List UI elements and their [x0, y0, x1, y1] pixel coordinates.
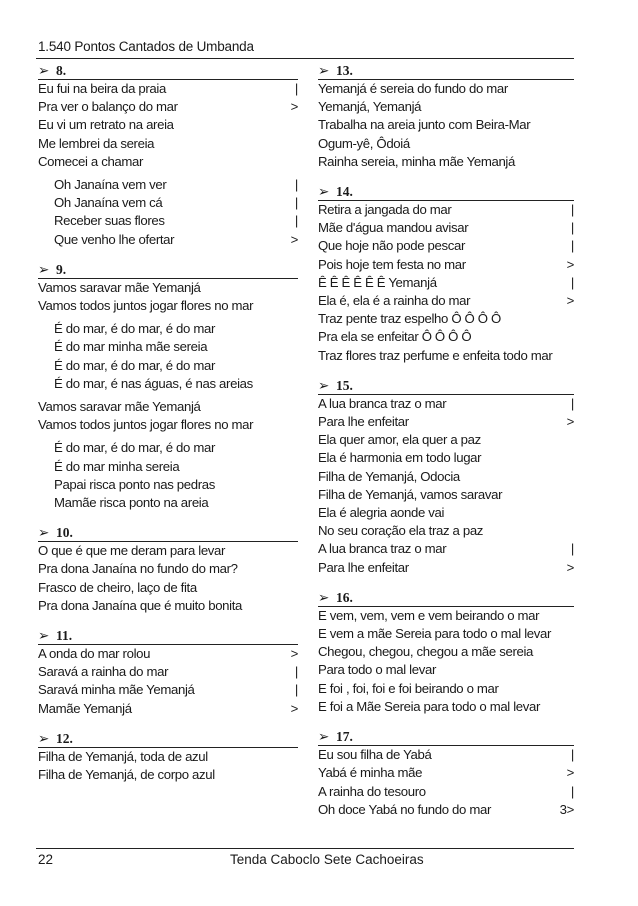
lyric-text: A lua branca traz o mar — [318, 395, 447, 411]
lyric-text: Para todo o mal levar — [318, 662, 436, 678]
song-number: 8. — [56, 63, 67, 78]
song-9 — [38, 261, 298, 512]
song-number: 9. — [56, 261, 67, 277]
song-number-heading — [318, 589, 574, 607]
lyric-line — [38, 231, 298, 249]
song-number-heading — [318, 728, 574, 746]
song-16 — [318, 589, 574, 716]
lyric-text: Pra dona Janaína no fundo do mar? — [38, 561, 238, 577]
repeat-mark: 3> — [559, 801, 574, 817]
lyric-text: Vamos saravar mãe Yemanjá — [38, 399, 201, 415]
lyric-text: Eu fui na beira da praia — [38, 81, 166, 96]
repeat-mark: > — [290, 646, 298, 662]
lyric-text: Para lhe enfeitar — [318, 559, 409, 575]
lyric-text: É do mar, é do mar, é do mar — [54, 357, 215, 373]
lyric-line — [318, 153, 574, 171]
lyric-text: Frasco de cheiro, laço de fita — [38, 579, 197, 595]
lyric-line — [38, 297, 298, 315]
header-divider — [36, 58, 574, 59]
lyric-text: Papai risca ponto nas pedras — [54, 476, 216, 492]
footer-divider — [36, 848, 574, 849]
lyric-text: Oh doce Yabá no fundo do mar — [318, 801, 492, 817]
lyric-line — [38, 135, 298, 153]
song-number: 14. — [336, 184, 353, 200]
lyric-line — [38, 645, 298, 663]
lyric-text: Yemanjá é sereia do fundo do mar — [318, 81, 508, 96]
lyric-line — [38, 212, 298, 230]
lyric-line — [38, 398, 298, 416]
lyric-line — [318, 98, 574, 116]
lyric-line — [38, 542, 298, 560]
lyric-line — [318, 746, 574, 764]
lyric-text: Traz flores traz perfume e enfeita todo mar — [318, 347, 553, 363]
lyric-text: E vem a mãe Sereia para todo o mal levar — [318, 626, 552, 642]
lyric-text: Pra dona Janaína que é muito bonita — [38, 597, 243, 613]
lyric-line — [38, 194, 298, 212]
arrow-right-bullet-icon: ➢ — [318, 377, 330, 393]
lyric-line — [318, 201, 574, 219]
lyric-text: E foi , foi, foi e foi beirando o mar — [318, 680, 499, 696]
lyric-text: No seu coração ela traz a paz — [318, 523, 484, 539]
repeat-mark: > — [290, 99, 298, 115]
lyric-line — [38, 176, 298, 194]
song-number-heading — [38, 627, 298, 645]
song-spacer — [38, 249, 298, 261]
lyric-line — [318, 643, 574, 661]
repeat-mark: > — [566, 559, 574, 575]
lyric-line — [318, 764, 574, 782]
page-number: 22 — [38, 852, 54, 867]
lyric-text: A lua branca traz o mar — [318, 541, 447, 557]
song-spacer — [38, 718, 298, 730]
song-number: 13. — [336, 63, 353, 78]
song-number: 11. — [56, 628, 73, 644]
page-header-title: 1.540 Pontos Cantados de Umbanda — [38, 39, 254, 54]
song-spacer — [318, 171, 574, 183]
song-11 — [38, 627, 298, 718]
lyric-text: É do mar minha sereia — [54, 458, 180, 474]
lyric-text: E foi a Mãe Sereia para todo o mal levar — [318, 698, 541, 714]
lyric-text: É do mar, é do mar, é do mar — [54, 321, 215, 337]
lyric-text: Chegou, chegou, chegou a mãe sereia — [318, 644, 534, 660]
lyric-line — [318, 449, 574, 467]
lyric-line — [318, 395, 574, 413]
repeat-mark: > — [566, 414, 574, 430]
repeat-mark: | — [294, 177, 298, 193]
lyric-line — [318, 801, 574, 819]
song-number: 12. — [56, 730, 73, 746]
song-spacer — [318, 716, 574, 728]
lyric-text: Filha de Yemanjá, toda de azul — [38, 748, 208, 764]
lyric-line — [318, 328, 574, 346]
lyric-line — [38, 579, 298, 597]
repeat-mark: | — [570, 274, 574, 290]
lyric-line — [318, 504, 574, 522]
lyric-line — [38, 700, 298, 718]
lyric-text: O que é que me deram para levar — [38, 543, 226, 559]
lyric-line — [318, 237, 574, 255]
lyric-text: Filha de Yemanjá, de corpo azul — [38, 767, 215, 783]
lyric-line — [38, 338, 298, 356]
repeat-mark: | — [294, 682, 298, 698]
lyric-text: Retira a jangada do mar — [318, 202, 452, 218]
repeat-mark: > — [566, 293, 574, 309]
song-number-heading — [38, 524, 298, 542]
repeat-mark: | — [570, 220, 574, 236]
lyric-text: Saravá minha mãe Yemanjá — [38, 682, 195, 698]
arrow-right-bullet-icon: ➢ — [38, 730, 50, 746]
lyric-text: Para lhe enfeitar — [318, 414, 409, 430]
lyric-text: Ela é harmonia em todo lugar — [318, 450, 482, 466]
arrow-right-bullet-icon: ➢ — [318, 63, 330, 78]
repeat-mark: | — [570, 541, 574, 557]
repeat-mark: | — [294, 81, 298, 96]
lyric-text: Trabalha na areia junto com Beira-Mar — [318, 117, 531, 133]
lyric-line — [318, 540, 574, 558]
lyric-line — [318, 413, 574, 431]
lyric-text: Vamos todos juntos jogar flores no mar — [38, 298, 254, 314]
lyric-text: Eu sou filha de Yabá — [318, 747, 432, 763]
lyric-line — [318, 522, 574, 540]
lyric-line — [38, 597, 298, 615]
repeat-mark: | — [570, 395, 574, 411]
repeat-mark: > — [566, 765, 574, 781]
lyric-line — [38, 320, 298, 338]
lyric-text: Ogum-yê, Ôdoiá — [318, 135, 410, 151]
song-spacer — [38, 615, 298, 627]
lyric-text: Ela é, ela é a rainha do mar — [318, 293, 471, 309]
lyric-line — [38, 98, 298, 116]
lyric-text: Pra ver o balanço do mar — [38, 99, 178, 115]
lyric-text: Filha de Yemanjá, Odocia — [318, 468, 460, 484]
lyric-line — [318, 486, 574, 504]
arrow-right-bullet-icon: ➢ — [38, 261, 50, 277]
lyric-text: Pois hoje tem festa no mar — [318, 256, 466, 272]
lyric-text: Ela quer amor, ela quer a paz — [318, 432, 481, 448]
lyric-text: Traz pente traz espelho Ô Ô Ô Ô — [318, 311, 501, 327]
lyric-text: Oh Janaína vem ver — [54, 177, 167, 193]
song-number: 17. — [336, 729, 353, 745]
song-number-heading — [318, 377, 574, 395]
lyric-line — [38, 681, 298, 699]
lyric-line — [318, 116, 574, 134]
lyric-line — [318, 559, 574, 577]
lyric-line — [318, 431, 574, 449]
lyric-line — [318, 274, 574, 292]
lyric-text: E vem, vem, vem e vem beirando o mar — [318, 607, 540, 623]
right-column — [318, 62, 574, 819]
repeat-mark: | — [570, 783, 574, 799]
arrow-right-bullet-icon: ➢ — [318, 729, 330, 745]
song-number-heading — [318, 62, 574, 80]
lyric-line — [318, 310, 574, 328]
lyric-line — [38, 153, 298, 171]
lyric-text: Ê Ê Ê Ê Ê Ê Yemanjá — [318, 274, 437, 290]
song-13 — [318, 62, 574, 171]
lyric-line — [38, 279, 298, 297]
song-number-heading — [38, 730, 298, 748]
lyric-text: É do mar, é do mar, é do mar — [54, 440, 215, 456]
lyric-text: Mãe d'água mandou avisar — [318, 220, 469, 236]
lyric-line — [38, 766, 298, 784]
repeat-mark: | — [570, 747, 574, 763]
lyric-line — [318, 135, 574, 153]
song-14 — [318, 183, 574, 365]
lyric-line — [38, 663, 298, 681]
lyric-line — [38, 476, 298, 494]
lyric-line — [318, 783, 574, 801]
lyric-line — [38, 357, 298, 375]
lyric-text: A onda do mar rolou — [38, 646, 151, 662]
lyric-line — [38, 748, 298, 766]
lyric-text: Eu vi um retrato na areia — [38, 117, 174, 133]
lyric-text: Que venho lhe ofertar — [54, 231, 175, 247]
repeat-mark: | — [294, 664, 298, 680]
lyric-line — [38, 494, 298, 512]
lyric-line — [318, 607, 574, 625]
repeat-mark: | — [294, 195, 298, 211]
lyric-text: Mamãe Yemanjá — [38, 700, 132, 716]
lyric-line — [318, 256, 574, 274]
repeat-mark: | — [570, 238, 574, 254]
lyric-line — [38, 458, 298, 476]
song-12 — [38, 730, 298, 784]
lyric-text: Comecei a chamar — [38, 153, 144, 169]
lyric-line — [318, 680, 574, 698]
song-17 — [318, 728, 574, 819]
lyric-line — [38, 439, 298, 457]
lyric-text: É do mar, é nas águas, é nas areias — [54, 375, 253, 391]
lyric-line — [318, 219, 574, 237]
arrow-right-bullet-icon: ➢ — [38, 525, 50, 541]
footer-text: Tenda Caboclo Sete Cachoeiras — [230, 852, 424, 867]
song-number-heading — [318, 183, 574, 201]
song-number-heading — [38, 261, 298, 279]
song-spacer — [38, 512, 298, 524]
lyric-line — [38, 416, 298, 434]
lyric-text: Rainha sereia, minha mãe Yemanjá — [318, 153, 515, 169]
song-number-heading — [38, 62, 298, 80]
lyric-line — [318, 292, 574, 310]
lyric-text: Mamãe risca ponto na areia — [54, 495, 209, 511]
repeat-mark: > — [290, 231, 298, 247]
lyric-line — [318, 468, 574, 486]
song-number: 16. — [336, 589, 353, 605]
lyric-text: Oh Janaína vem cá — [54, 195, 163, 211]
left-column — [38, 62, 298, 784]
lyric-text: Vamos saravar mãe Yemanjá — [38, 279, 201, 295]
lyric-line — [318, 698, 574, 716]
lyric-text: Yemanjá, Yemanjá — [318, 99, 422, 115]
song-15 — [318, 377, 574, 577]
lyric-line — [318, 661, 574, 679]
lyric-text: Saravá a rainha do mar — [38, 664, 169, 680]
arrow-right-bullet-icon: ➢ — [38, 63, 50, 78]
repeat-mark: > — [290, 700, 298, 716]
lyric-text: Ela é alegria aonde vai — [318, 505, 445, 521]
song-10 — [38, 524, 298, 615]
repeat-mark: | — [294, 213, 298, 229]
lyric-text: Filha de Yemanjá, vamos saravar — [318, 486, 503, 502]
lyric-text: Que hoje não pode pescar — [318, 238, 466, 254]
lyric-line — [318, 347, 574, 365]
lyric-text: Yabá é minha mãe — [318, 765, 423, 781]
lyric-line — [318, 625, 574, 643]
lyric-line — [318, 80, 574, 98]
lyric-text: Me lembrei da sereia — [38, 135, 155, 151]
arrow-right-bullet-icon: ➢ — [318, 184, 330, 200]
lyric-line — [38, 560, 298, 578]
repeat-mark: > — [566, 256, 574, 272]
song-spacer — [318, 365, 574, 377]
song-number: 15. — [336, 377, 353, 393]
song-8 — [38, 62, 298, 249]
lyric-text: É do mar minha mãe sereia — [54, 339, 208, 355]
song-spacer — [318, 577, 574, 589]
lyric-line — [38, 80, 298, 98]
lyric-line — [38, 116, 298, 134]
repeat-mark: | — [570, 202, 574, 218]
lyric-text: Vamos todos juntos jogar flores no mar — [38, 417, 254, 433]
arrow-right-bullet-icon: ➢ — [38, 628, 50, 644]
lyric-text: Receber suas flores — [54, 213, 165, 229]
lyric-line — [38, 375, 298, 393]
lyric-text: A rainha do tesouro — [318, 783, 426, 799]
lyric-text: Pra ela se enfeitar Ô Ô Ô Ô — [318, 329, 472, 345]
song-number: 10. — [56, 525, 73, 541]
arrow-right-bullet-icon: ➢ — [318, 589, 330, 605]
